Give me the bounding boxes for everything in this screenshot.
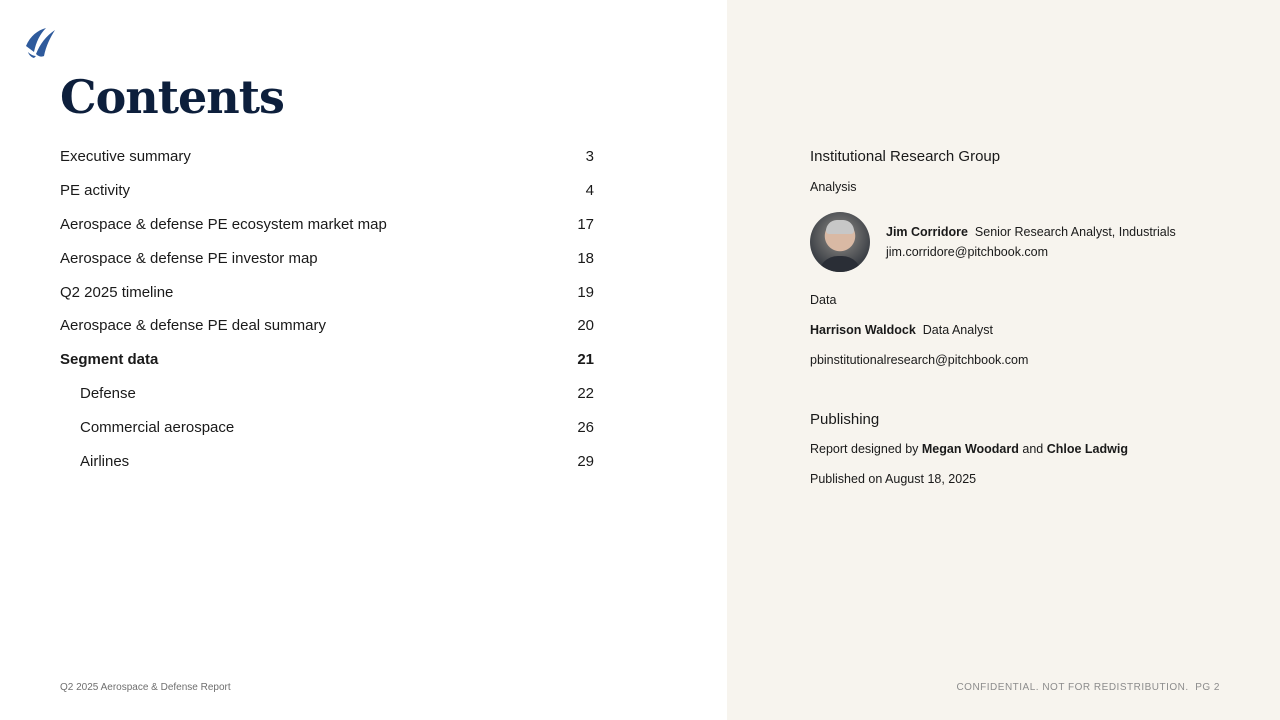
analysis-label: Analysis <box>810 180 857 194</box>
footer-report-title: Q2 2025 Aerospace & Defense Report <box>60 682 231 693</box>
data-analyst-name: Harrison Waldock <box>810 323 916 337</box>
toc-label: Defense <box>80 384 136 402</box>
toc-label: Aerospace & defense PE deal summary <box>60 317 326 335</box>
toc-subitem[interactable] <box>60 377 594 411</box>
toc-item[interactable] <box>60 140 594 174</box>
data-analyst-role: Data Analyst <box>922 323 993 337</box>
toc-page: 22 <box>577 384 594 402</box>
toc-label: Airlines <box>80 452 130 470</box>
toc-section-item[interactable] <box>60 343 594 377</box>
analyst-role: Senior Research Analyst, Industrials <box>974 225 1176 239</box>
designed-by-line <box>810 442 1128 456</box>
toc-subitem[interactable] <box>60 444 594 478</box>
data-analyst-info <box>810 323 993 337</box>
toc-item[interactable] <box>60 241 594 275</box>
toc-page: 20 <box>577 317 594 335</box>
contact-email[interactable]: pbinstitutionalresearch@pitchbook.com <box>810 353 1029 367</box>
toc-page: 21 <box>577 351 594 369</box>
toc-item[interactable] <box>60 174 594 208</box>
toc-label: PE activity <box>60 182 131 200</box>
toc-page: 26 <box>577 418 594 436</box>
data-label: Data <box>810 293 837 307</box>
toc-page: 29 <box>577 452 594 470</box>
toc-label: Executive summary <box>60 148 191 166</box>
toc-label: Q2 2025 timeline <box>60 283 174 301</box>
toc-label: Commercial aerospace <box>80 418 235 436</box>
designer-name: Chloe Ladwig <box>1046 442 1128 456</box>
publishing-heading: Publishing <box>810 411 880 428</box>
sail-logo-icon <box>24 26 58 60</box>
toc-item[interactable] <box>60 208 594 242</box>
toc-label: Aerospace & defense PE investor map <box>60 249 318 267</box>
designer-name: Megan Woodard <box>921 442 1019 456</box>
toc-label: Aerospace & defense PE ecosystem market map <box>60 215 387 233</box>
page-title: Contents <box>60 70 284 124</box>
toc-page: 19 <box>577 283 594 301</box>
table-of-contents <box>60 140 594 478</box>
published-date: Published on August 18, 2025 <box>810 472 977 486</box>
designed-prefix: Report designed by <box>810 442 919 456</box>
research-group-heading: Institutional Research Group <box>810 148 1001 165</box>
toc-page: 3 <box>585 148 594 166</box>
analyst-email[interactable]: jim.corridore@pitchbook.com <box>886 245 1049 259</box>
toc-page: 18 <box>577 249 594 267</box>
analyst-info <box>886 225 1176 239</box>
toc-label: Segment data <box>60 351 159 369</box>
designed-and: and <box>1022 442 1044 456</box>
toc-page: 17 <box>577 215 594 233</box>
toc-item[interactable] <box>60 309 594 343</box>
toc-page: 4 <box>585 182 594 200</box>
footer-confidential: CONFIDENTIAL. NOT FOR REDISTRIBUTION. PG 2 <box>956 682 1220 693</box>
toc-item[interactable] <box>60 275 594 309</box>
toc-subitem[interactable] <box>60 410 594 444</box>
analyst-avatar <box>810 212 870 272</box>
analyst-name: Jim Corridore <box>886 225 968 239</box>
